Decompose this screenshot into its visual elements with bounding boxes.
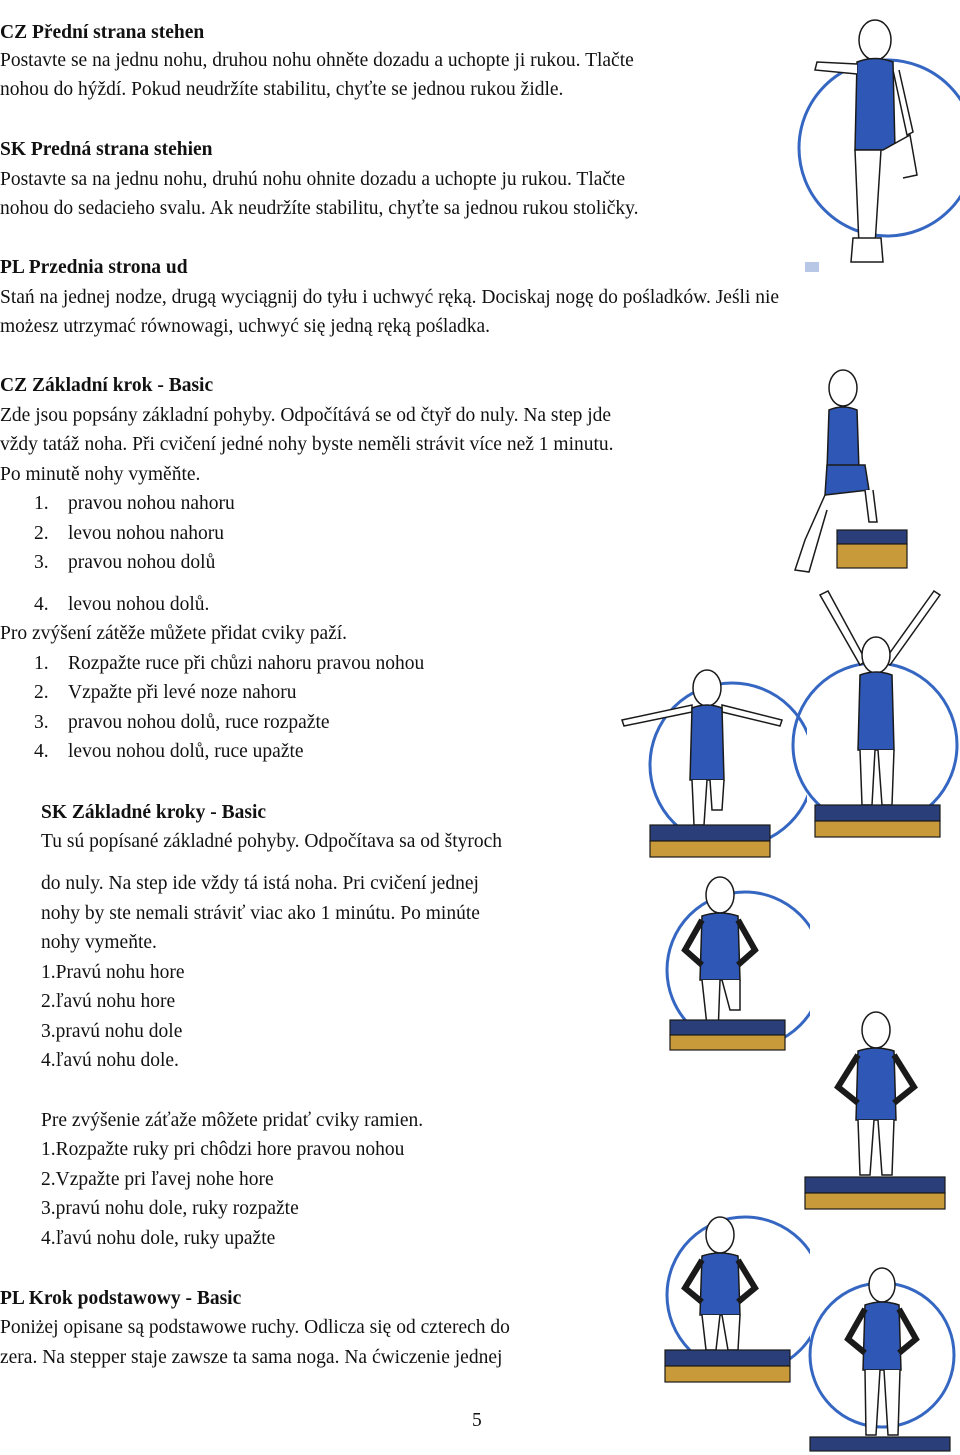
sk-thigh-line-2: nohou do sedacieho svalu. Ak neudržíte stabilitu, chyťte sa jednou rukou stoličky. <box>0 198 639 219</box>
step-up-front-illustration <box>640 1200 810 1400</box>
sk-arm-step-1: 1.Rozpažte ruky pri chôdzi hore pravou nohou <box>41 1139 405 1160</box>
cz-step-num-4: 4. <box>34 594 49 615</box>
cz-step-text-2: levou nohou nahoru <box>68 523 224 544</box>
cz-basic-title: CZ Základní krok - Basic <box>0 375 214 396</box>
pl-basic-line-1: Poniżej opisane są podstawowe ruchy. Odlicza się od czterech do <box>0 1317 510 1338</box>
cz-step-num-2: 2. <box>34 523 49 544</box>
cz-step-text-1: pravou nohou nahoru <box>68 493 235 514</box>
cz-arms-intro: Pro zvýšení zátěže můžete přidat cviky paží. <box>0 623 348 644</box>
arms-out-step-illustration <box>612 650 807 865</box>
sk-basic-line-4: nohy vymeňte. <box>41 932 157 953</box>
sk-step-4: 4.ľavú nohu dole. <box>41 1050 179 1071</box>
sk-basic-line-3: nohy by ste nemali stráviť viac ako 1 minútu. Po minúte <box>41 903 480 924</box>
cz-thigh-line-1: Postavte se na jednu nohu, druhou nohu ohněte dozadu a uchopte ji rukou. Tlačte <box>0 50 634 71</box>
cz-arm-num-3: 3. <box>34 712 49 733</box>
cz-basic-line-1: Zde jsou popsány základní pohyby. Odpočítává se od čtyř do nuly. Na step jde <box>0 405 612 426</box>
cz-step-text-4: levou nohou dolů. <box>68 594 210 615</box>
cz-arm-text-4: levou nohou dolů, ruce upažte <box>68 741 304 762</box>
page-number: 5 <box>472 1410 482 1431</box>
cz-arm-num-2: 2. <box>34 682 49 703</box>
sk-thigh-line-1: Postavte sa na jednu nohu, druhú nohu ohnite dozadu a uchopte ju rukou. Tlačte <box>0 169 626 190</box>
hands-hips-stand-illustration <box>790 995 960 1220</box>
pl-thigh-line-2: możesz utrzymać równowagi, uchwyć się jedną ręką pośladka. <box>0 316 491 337</box>
cz-step-num-1: 1. <box>34 493 49 514</box>
cz-arm-num-4: 4. <box>34 741 49 762</box>
sk-step-3: 3.pravú nohu dole <box>41 1021 183 1042</box>
cz-arm-text-2: Vzpažte při levé noze nahoru <box>68 682 297 703</box>
quad-stretch-illustration <box>795 0 960 285</box>
beside-step-illustration <box>800 1255 960 1455</box>
cz-arm-text-1: Rozpažte ruce při chůzi nahoru pravou nohou <box>68 653 425 674</box>
sk-arm-step-4: 4.ľavú nohu dole, ruky upažte <box>41 1228 276 1249</box>
cz-basic-line-3: Po minutě nohy vyměňte. <box>0 464 201 485</box>
cz-thigh-line-2: nohou do hýždí. Pokud neudržíte stabilitu, chyťte se jednou rukou židle. <box>0 79 564 100</box>
sk-arms-intro: Pre zvýšenie záťaže môžete pridať cviky ramien. <box>41 1110 424 1131</box>
cz-basic-line-2: vždy tatáž noha. Při cvičení jedné nohy byste neměli strávit více než 1 minutu. <box>0 434 614 455</box>
sk-basic-line-1: Tu sú popísané základné pohyby. Odpočítava sa od štyroch <box>41 831 503 852</box>
pl-thigh-line-1: Stań na jednej nodze, drugą wyciągnij do tyłu i uchwyć ręką. Dociskaj nogę do pośladków. Jeśli nie <box>0 287 780 308</box>
cz-step-num-3: 3. <box>34 552 49 573</box>
pl-basic-line-2: zera. Na stepper staje zawsze ta sama noga. Na ćwiczenie jednej <box>0 1347 503 1368</box>
cz-arm-text-3: pravou nohou dolů, ruce rozpažte <box>68 712 330 733</box>
sk-basic-title: SK Základné kroky - Basic <box>41 802 267 823</box>
arms-up-step-illustration <box>790 585 960 850</box>
pl-basic-title: PL Krok podstawowy - Basic <box>0 1288 242 1309</box>
sk-step-1: 1.Pravú nohu hore <box>41 962 185 983</box>
sk-step-2: 2.ľavú nohu hore <box>41 991 176 1012</box>
sk-basic-line-2: do nuly. Na step ide vždy tá istá noha. Pri cvičení jednej <box>41 873 479 894</box>
sk-arm-step-3: 3.pravú nohu dole, ruky rozpažte <box>41 1198 299 1219</box>
step-up-side-illustration <box>765 340 930 585</box>
cz-step-text-3: pravou nohou dolů <box>68 552 216 573</box>
hands-hips-step-up-illustration <box>640 860 810 1075</box>
sk-arm-step-2: 2.Vzpažte pri ľavej nohe hore <box>41 1169 274 1190</box>
cz-thigh-title: CZ Přední strana stehen <box>0 22 205 43</box>
cz-arm-num-1: 1. <box>34 653 49 674</box>
pl-thigh-title: PL Przednia strona ud <box>0 257 188 278</box>
sk-thigh-title: SK Predná strana stehien <box>0 139 213 160</box>
